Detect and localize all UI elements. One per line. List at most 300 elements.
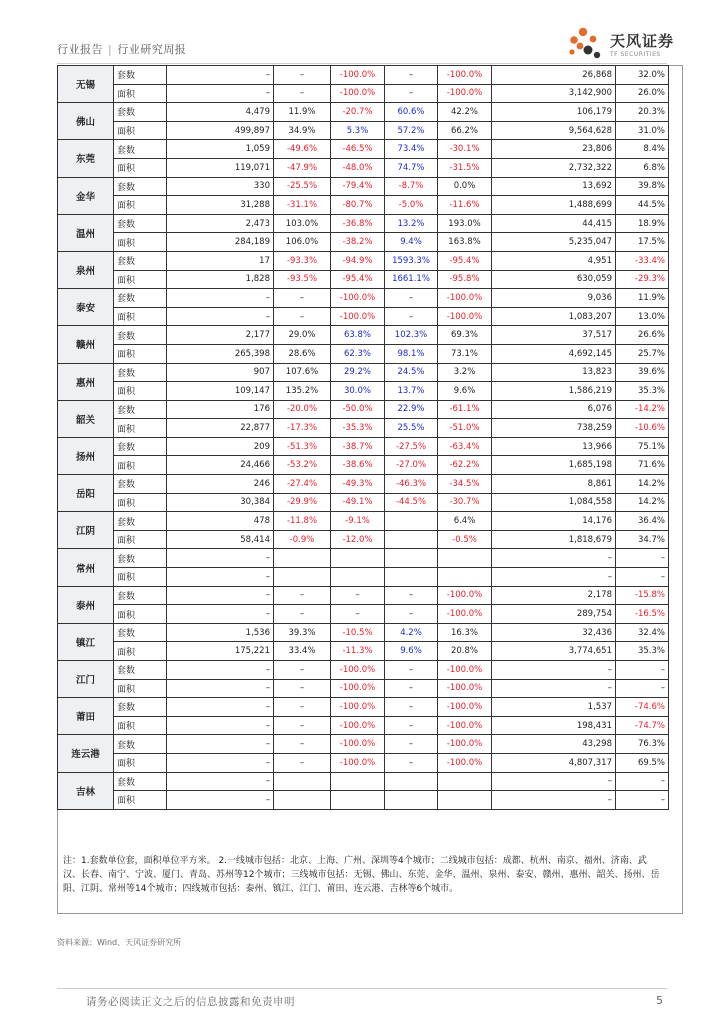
value-cell: -100.0% [438, 586, 492, 605]
table-row [58, 661, 669, 680]
value-cell: – [385, 84, 438, 103]
value-cell: -95.4% [438, 251, 492, 270]
value-cell: 103.0% [274, 214, 331, 233]
metric-cell: 套数 [114, 475, 167, 494]
value-cell: 209 [167, 437, 274, 456]
metric-cell: 面积 [114, 121, 167, 140]
value-cell: 4,951 [492, 251, 616, 270]
value-cell: -100.0% [438, 753, 492, 772]
metric-cell: 套数 [114, 326, 167, 345]
metric-cell: 套数 [114, 363, 167, 382]
value-cell: -46.3% [385, 475, 438, 494]
value-cell: -49.6% [274, 140, 331, 159]
value-cell: 14.2% [616, 493, 669, 512]
value-cell: 9,036 [492, 289, 616, 308]
value-cell: -100.0% [438, 307, 492, 326]
disclaimer-footer: 请务必阅读正文之后的信息披露和免责申明 [86, 996, 295, 1008]
table-row [58, 530, 669, 549]
tf-securities-logo [566, 24, 676, 64]
metric-cell: 面积 [114, 642, 167, 661]
value-cell: 5,235,047 [492, 233, 616, 252]
value-cell [331, 791, 385, 810]
table-row [58, 140, 669, 159]
value-cell: 13.2% [385, 214, 438, 233]
city-name-cell: 吉林 [58, 772, 114, 809]
value-cell: 2,732,322 [492, 158, 616, 177]
value-cell: -38.6% [331, 456, 385, 475]
city-name-cell: 连云港 [58, 735, 114, 772]
city-name-cell: 扬州 [58, 437, 114, 474]
metric-cell: 面积 [114, 753, 167, 772]
value-cell: – [167, 549, 274, 568]
metric-cell: 套数 [114, 735, 167, 754]
value-cell: -27.5% [385, 437, 438, 456]
value-cell: -49.3% [331, 475, 385, 494]
value-cell: – [616, 679, 669, 698]
value-cell: -49.1% [331, 493, 385, 512]
value-cell: 44,415 [492, 214, 616, 233]
table-row [58, 791, 669, 810]
value-cell: 1,083,207 [492, 307, 616, 326]
value-cell: -10.5% [331, 623, 385, 642]
value-cell [274, 791, 331, 810]
value-cell: 13,823 [492, 363, 616, 382]
value-cell: 9.6% [438, 382, 492, 401]
value-cell: -31.1% [274, 196, 331, 215]
value-cell: -100.0% [438, 698, 492, 717]
value-cell [274, 568, 331, 587]
table-row [58, 568, 669, 587]
table-row [58, 177, 669, 196]
value-cell: -100.0% [438, 661, 492, 680]
table-row [58, 344, 669, 363]
value-cell [385, 568, 438, 587]
table-row [58, 586, 669, 605]
value-cell: – [167, 679, 274, 698]
metric-cell: 面积 [114, 270, 167, 289]
metric-cell: 套数 [114, 103, 167, 122]
metric-cell: 套数 [114, 400, 167, 419]
metric-cell: 面积 [114, 158, 167, 177]
value-cell: -11.6% [438, 196, 492, 215]
value-cell: – [167, 586, 274, 605]
value-cell: -38.7% [331, 437, 385, 456]
report-type: 行业报告 [57, 43, 103, 56]
value-cell: – [385, 753, 438, 772]
value-cell: -93.5% [274, 270, 331, 289]
value-cell: 6.4% [438, 512, 492, 531]
metric-cell: 面积 [114, 679, 167, 698]
metric-cell: 面积 [114, 456, 167, 475]
value-cell: 478 [167, 512, 274, 531]
value-cell: – [167, 791, 274, 810]
value-cell: – [385, 679, 438, 698]
table-row [58, 66, 669, 85]
value-cell: 6.8% [616, 158, 669, 177]
page-number: 5 [656, 994, 663, 1007]
value-cell: – [385, 307, 438, 326]
value-cell: 35.3% [616, 382, 669, 401]
value-cell: -16.5% [616, 605, 669, 624]
value-cell: 31,288 [167, 196, 274, 215]
report-header [57, 41, 186, 57]
value-cell: -29.3% [616, 270, 669, 289]
value-cell: 16.3% [438, 623, 492, 642]
city-name-cell: 赣州 [58, 326, 114, 363]
city-name-cell: 温州 [58, 214, 114, 251]
metric-cell: 面积 [114, 307, 167, 326]
value-cell: – [167, 605, 274, 624]
value-cell: -100.0% [438, 289, 492, 308]
value-cell: 1,537 [492, 698, 616, 717]
value-cell: 9.6% [385, 642, 438, 661]
value-cell: – [492, 791, 616, 810]
value-cell: -12.0% [331, 530, 385, 549]
value-cell: -95.4% [331, 270, 385, 289]
table-row [58, 716, 669, 735]
value-cell: 1593.3% [385, 251, 438, 270]
value-cell: 8.4% [616, 140, 669, 159]
value-cell: -33.4% [616, 251, 669, 270]
metric-cell: 套数 [114, 251, 167, 270]
value-cell: -50.0% [331, 400, 385, 419]
value-cell: 24,466 [167, 456, 274, 475]
table-row [58, 326, 669, 345]
value-cell: 289,754 [492, 605, 616, 624]
value-cell: 5.3% [331, 121, 385, 140]
value-cell: – [274, 753, 331, 772]
city-name-cell: 泉州 [58, 251, 114, 288]
value-cell [331, 549, 385, 568]
value-cell: -29.9% [274, 493, 331, 512]
value-cell: -17.3% [274, 419, 331, 438]
metric-cell: 套数 [114, 698, 167, 717]
metric-cell: 套数 [114, 177, 167, 196]
value-cell: – [331, 586, 385, 605]
value-cell: – [616, 661, 669, 680]
value-cell: -46.5% [331, 140, 385, 159]
table-row [58, 196, 669, 215]
value-cell: 3.2% [438, 363, 492, 382]
value-cell: 11.9% [616, 289, 669, 308]
value-cell: -62.2% [438, 456, 492, 475]
value-cell: 57.2% [385, 121, 438, 140]
value-cell: 1,586,219 [492, 382, 616, 401]
value-cell: 1661.1% [385, 270, 438, 289]
value-cell: – [385, 605, 438, 624]
value-cell: 2,177 [167, 326, 274, 345]
value-cell: 32.0% [616, 66, 669, 85]
value-cell: 24.5% [385, 363, 438, 382]
metric-cell: 面积 [114, 344, 167, 363]
value-cell: -51.0% [438, 419, 492, 438]
value-cell: 22,877 [167, 419, 274, 438]
value-cell: 74.7% [385, 158, 438, 177]
metric-cell: 面积 [114, 605, 167, 624]
table-row [58, 214, 669, 233]
table-row [58, 289, 669, 308]
value-cell: 39.3% [274, 623, 331, 642]
value-cell: – [167, 307, 274, 326]
value-cell: 73.4% [385, 140, 438, 159]
value-cell: 4,807,317 [492, 753, 616, 772]
value-cell: 1,488,699 [492, 196, 616, 215]
value-cell: 13,966 [492, 437, 616, 456]
value-cell: – [274, 679, 331, 698]
table-row [58, 251, 669, 270]
value-cell [385, 791, 438, 810]
value-cell: -100.0% [331, 307, 385, 326]
metric-cell: 套数 [114, 549, 167, 568]
value-cell: -20.7% [331, 103, 385, 122]
value-cell: 43,298 [492, 735, 616, 754]
value-cell: 69.5% [616, 753, 669, 772]
metric-cell: 面积 [114, 493, 167, 512]
value-cell [331, 772, 385, 791]
table-row [58, 363, 669, 382]
value-cell: – [167, 84, 274, 103]
value-cell: 75.1% [616, 437, 669, 456]
metric-cell: 套数 [114, 289, 167, 308]
value-cell: 176 [167, 400, 274, 419]
value-cell: – [616, 568, 669, 587]
value-cell: – [274, 84, 331, 103]
value-cell: 907 [167, 363, 274, 382]
value-cell: 39.8% [616, 177, 669, 196]
value-cell: -63.4% [438, 437, 492, 456]
value-cell: – [167, 66, 274, 85]
metric-cell: 套数 [114, 214, 167, 233]
value-cell: 0.0% [438, 177, 492, 196]
table-note: 注：1.套数单位套，面积单位平方米。 2.一线城市包括：北京、上海、广州、深圳等4个城市；二线城市包括：成都、杭州、南京、福州、济南、武汉、长春、南宁、宁波、厦门、青岛、苏州等12个城市；三线城市包括：无锡、佛山、东莞、金华、温州、泉州、泰安、赣州、惠州、韶关、扬州、岳阳、江阴、常州等14个城市；四线城市包括：泰州、镇江、江门、莆田、连云港、吉林等6个城市。 [63, 856, 660, 894]
value-cell: -47.9% [274, 158, 331, 177]
value-cell: – [167, 698, 274, 717]
value-cell: -100.0% [438, 605, 492, 624]
value-cell [331, 568, 385, 587]
metric-cell: 套数 [114, 140, 167, 159]
value-cell [438, 549, 492, 568]
value-cell: 499,897 [167, 121, 274, 140]
value-cell: 60.6% [385, 103, 438, 122]
value-cell: 3,774,651 [492, 642, 616, 661]
value-cell: 17.5% [616, 233, 669, 252]
value-cell: -15.8% [616, 586, 669, 605]
city-sales-table [57, 65, 669, 810]
value-cell: -100.0% [331, 289, 385, 308]
value-cell: 42.2% [438, 103, 492, 122]
value-cell: 26.0% [616, 84, 669, 103]
value-cell: – [167, 753, 274, 772]
value-cell: -25.5% [274, 177, 331, 196]
city-name-cell: 东莞 [58, 140, 114, 177]
value-cell: 29.2% [331, 363, 385, 382]
value-cell: – [274, 605, 331, 624]
value-cell: -93.3% [274, 251, 331, 270]
value-cell: 44.5% [616, 196, 669, 215]
value-cell: 30.0% [331, 382, 385, 401]
report-subtype: 行业研究周报 [117, 43, 187, 56]
value-cell: 1,059 [167, 140, 274, 159]
value-cell: -95.8% [438, 270, 492, 289]
value-cell: -48.0% [331, 158, 385, 177]
value-cell [385, 549, 438, 568]
value-cell: 330 [167, 177, 274, 196]
city-name-cell: 佛山 [58, 103, 114, 140]
city-name-cell: 金华 [58, 177, 114, 214]
metric-cell: 套数 [114, 512, 167, 531]
value-cell: 17 [167, 251, 274, 270]
value-cell: – [274, 716, 331, 735]
value-cell: 28.6% [274, 344, 331, 363]
value-cell: 18.9% [616, 214, 669, 233]
table-row [58, 679, 669, 698]
value-cell: -74.7% [616, 716, 669, 735]
value-cell: 13.7% [385, 382, 438, 401]
value-cell: 34.9% [274, 121, 331, 140]
value-cell: – [274, 586, 331, 605]
value-cell: 1,536 [167, 623, 274, 642]
value-cell [385, 512, 438, 531]
value-cell [385, 530, 438, 549]
table-row [58, 512, 669, 531]
value-cell [438, 568, 492, 587]
value-cell: -5.0% [385, 196, 438, 215]
value-cell: -100.0% [331, 753, 385, 772]
value-cell: 25.5% [385, 419, 438, 438]
value-cell: 30,384 [167, 493, 274, 512]
table-row [58, 493, 669, 512]
metric-cell: 套数 [114, 437, 167, 456]
value-cell: – [167, 772, 274, 791]
metric-cell: 套数 [114, 623, 167, 642]
value-cell: 23,806 [492, 140, 616, 159]
value-cell: – [385, 66, 438, 85]
table-row [58, 437, 669, 456]
value-cell: 69.3% [438, 326, 492, 345]
value-cell: 73.1% [438, 344, 492, 363]
table-row [58, 698, 669, 717]
table-row [58, 735, 669, 754]
metric-cell: 套数 [114, 661, 167, 680]
value-cell: 14.2% [616, 475, 669, 494]
value-cell: -0.9% [274, 530, 331, 549]
value-cell [385, 772, 438, 791]
value-cell: -51.3% [274, 437, 331, 456]
metric-cell: 面积 [114, 568, 167, 587]
table-row [58, 233, 669, 252]
header-divider [57, 63, 667, 64]
value-cell: – [274, 735, 331, 754]
value-cell: 4.2% [385, 623, 438, 642]
city-name-cell: 江门 [58, 661, 114, 698]
value-cell: 32.4% [616, 623, 669, 642]
value-cell: – [492, 568, 616, 587]
value-cell [438, 772, 492, 791]
value-cell: 2,473 [167, 214, 274, 233]
value-cell: 39.6% [616, 363, 669, 382]
value-cell: 284,189 [167, 233, 274, 252]
value-cell: -31.5% [438, 158, 492, 177]
value-cell: 4,692,145 [492, 344, 616, 363]
value-cell: 109,147 [167, 382, 274, 401]
value-cell: – [167, 716, 274, 735]
value-cell: 1,685,198 [492, 456, 616, 475]
value-cell: – [616, 549, 669, 568]
value-cell: – [167, 568, 274, 587]
value-cell: – [385, 289, 438, 308]
value-cell [438, 791, 492, 810]
value-cell: 36.4% [616, 512, 669, 531]
value-cell: 107.6% [274, 363, 331, 382]
value-cell: -80.7% [331, 196, 385, 215]
value-cell: 198,431 [492, 716, 616, 735]
value-cell: -94.9% [331, 251, 385, 270]
metric-cell: 面积 [114, 196, 167, 215]
value-cell: 630,059 [492, 270, 616, 289]
value-cell: 26.6% [616, 326, 669, 345]
table-row [58, 605, 669, 624]
value-cell: -38.2% [331, 233, 385, 252]
value-cell: 119,071 [167, 158, 274, 177]
table-row [58, 549, 669, 568]
value-cell: 246 [167, 475, 274, 494]
value-cell: 106,179 [492, 103, 616, 122]
value-cell: -0.5% [438, 530, 492, 549]
table-row [58, 307, 669, 326]
value-cell: 163.8% [438, 233, 492, 252]
value-cell: 9,564,628 [492, 121, 616, 140]
value-cell: 98.1% [385, 344, 438, 363]
metric-cell: 面积 [114, 233, 167, 252]
table-row [58, 270, 669, 289]
value-cell: – [167, 735, 274, 754]
value-cell: 34.7% [616, 530, 669, 549]
value-cell: 20.8% [438, 642, 492, 661]
city-name-cell: 泰州 [58, 586, 114, 623]
city-name-cell: 莆田 [58, 698, 114, 735]
value-cell: 58,414 [167, 530, 274, 549]
value-cell: -100.0% [438, 735, 492, 754]
table-row [58, 642, 669, 661]
table-row [58, 623, 669, 642]
city-name-cell: 泰安 [58, 289, 114, 326]
value-cell: 14,176 [492, 512, 616, 531]
value-cell: -44.5% [385, 493, 438, 512]
value-cell: -100.0% [438, 66, 492, 85]
value-cell: 62.3% [331, 344, 385, 363]
value-cell: -100.0% [331, 84, 385, 103]
city-name-cell: 镇江 [58, 623, 114, 660]
value-cell: – [616, 791, 669, 810]
logo-mark-icon [566, 24, 608, 64]
value-cell: -100.0% [331, 698, 385, 717]
value-cell: – [385, 661, 438, 680]
value-cell: -100.0% [331, 66, 385, 85]
value-cell: 35.3% [616, 642, 669, 661]
value-cell: – [274, 661, 331, 680]
value-cell: -27.0% [385, 456, 438, 475]
value-cell: – [274, 289, 331, 308]
value-cell: 175,221 [167, 642, 274, 661]
table-row [58, 382, 669, 401]
city-name-cell: 无锡 [58, 66, 114, 103]
table-row [58, 121, 669, 140]
table-row [58, 456, 669, 475]
value-cell: -20.0% [274, 400, 331, 419]
data-source: 资料来源：Wind、天风证券研究所 [57, 938, 182, 947]
value-cell: -100.0% [438, 84, 492, 103]
table-row [58, 158, 669, 177]
